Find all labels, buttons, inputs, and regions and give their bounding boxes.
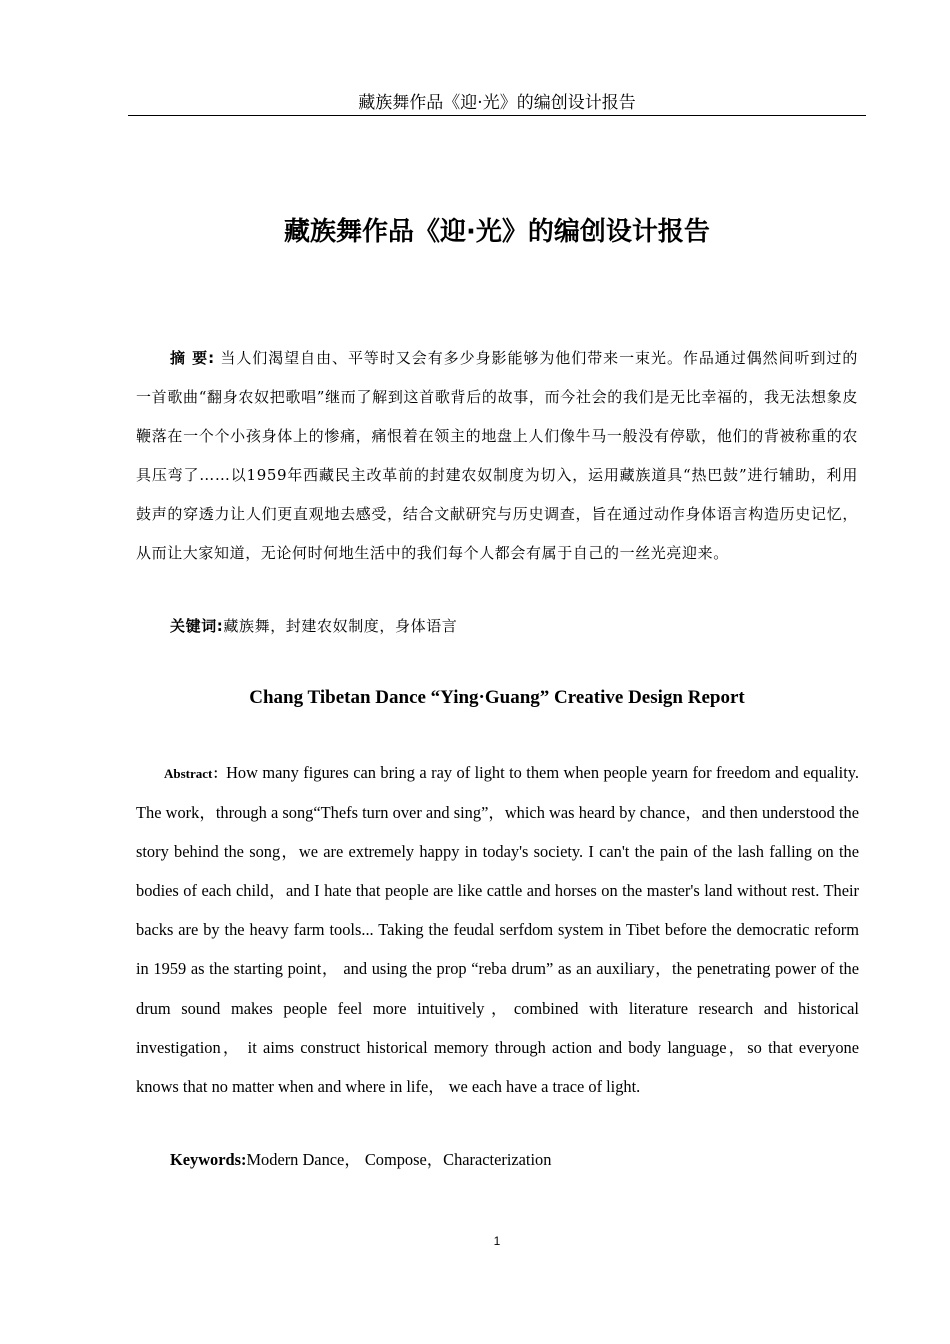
abstract-chinese xyxy=(136,339,858,573)
abstract-chinese-label: 摘 要: xyxy=(170,349,215,367)
abstract-english xyxy=(136,753,859,1106)
running-header: 藏族舞作品《迎·光》的编创设计报告 xyxy=(358,93,636,113)
keywords-chinese xyxy=(170,608,457,644)
keywords-chinese-label: 关键词: xyxy=(170,617,224,635)
abstract-english-label: Abstract： xyxy=(164,766,227,781)
page-title-english: Chang Tibetan Dance “Ying·Guang” Creative Design Report xyxy=(249,687,745,708)
page-number: 1 xyxy=(493,1234,501,1248)
header-divider xyxy=(128,115,866,116)
keywords-english xyxy=(170,1147,551,1173)
page-title-chinese: 藏族舞作品《迎·光》的编创设计报告 xyxy=(284,217,710,247)
keywords-english-text: Modern Dance， Compose，Characterization xyxy=(246,1150,552,1169)
abstract-chinese-text: 当人们渴望自由、平等时又会有多少身影能够为他们带来一束光。作品通过偶然间听到过的一首歌曲“翻身农奴把歌唱”继而了解到这首歌背后的故事，而今社会的我们是无比幸福的，我无法想象皮鞭落在一个个小孩身体上的惨痛，痛恨着在领主的地盘上人们像牛马一般没有停歇，他们的背被称重的农具压弯了……以1959年西藏民主改革前的封建农奴制度为切入，运用藏族道具“热巴鼓”进行辅助，利用鼓声的穿透力让人们更直观地去感受，结合文献研究与历史调查，旨在通过动作身体语言构造历史记忆，从而让大家知道，无论何时何地生活中的我们每个人都会有属于自己的一丝光亮迎来。 xyxy=(136,349,858,562)
keywords-english-label: Keywords: xyxy=(170,1150,247,1169)
abstract-english-text: How many figures can bring a ray of light to them when people yearn for freedom and equality. The work，through a song“Thefs turn over and sing”，which was heard by chance，and then understood the story behind the song，we are extremely happy in today's society. I can't the pain of the lash falling on the bodies of each child，and I hate that people are like cattle and horses on the master's land without rest. Their backs are by the heavy farm tools... Taking the feudal serfdom system in Tibet before the democratic reform in 1959 as the starting point， and using the prop “reba drum” as an auxiliary，the penetrating power of the drum sound makes people feel more intuitively，combined with literature research and historical investigation， it aims construct historical memory through action and body language，so that everyone knows that no matter when and where in life， we each have a trace of light. xyxy=(136,763,859,1096)
keywords-chinese-text: 藏族舞，封建农奴制度，身体语言 xyxy=(223,617,458,635)
